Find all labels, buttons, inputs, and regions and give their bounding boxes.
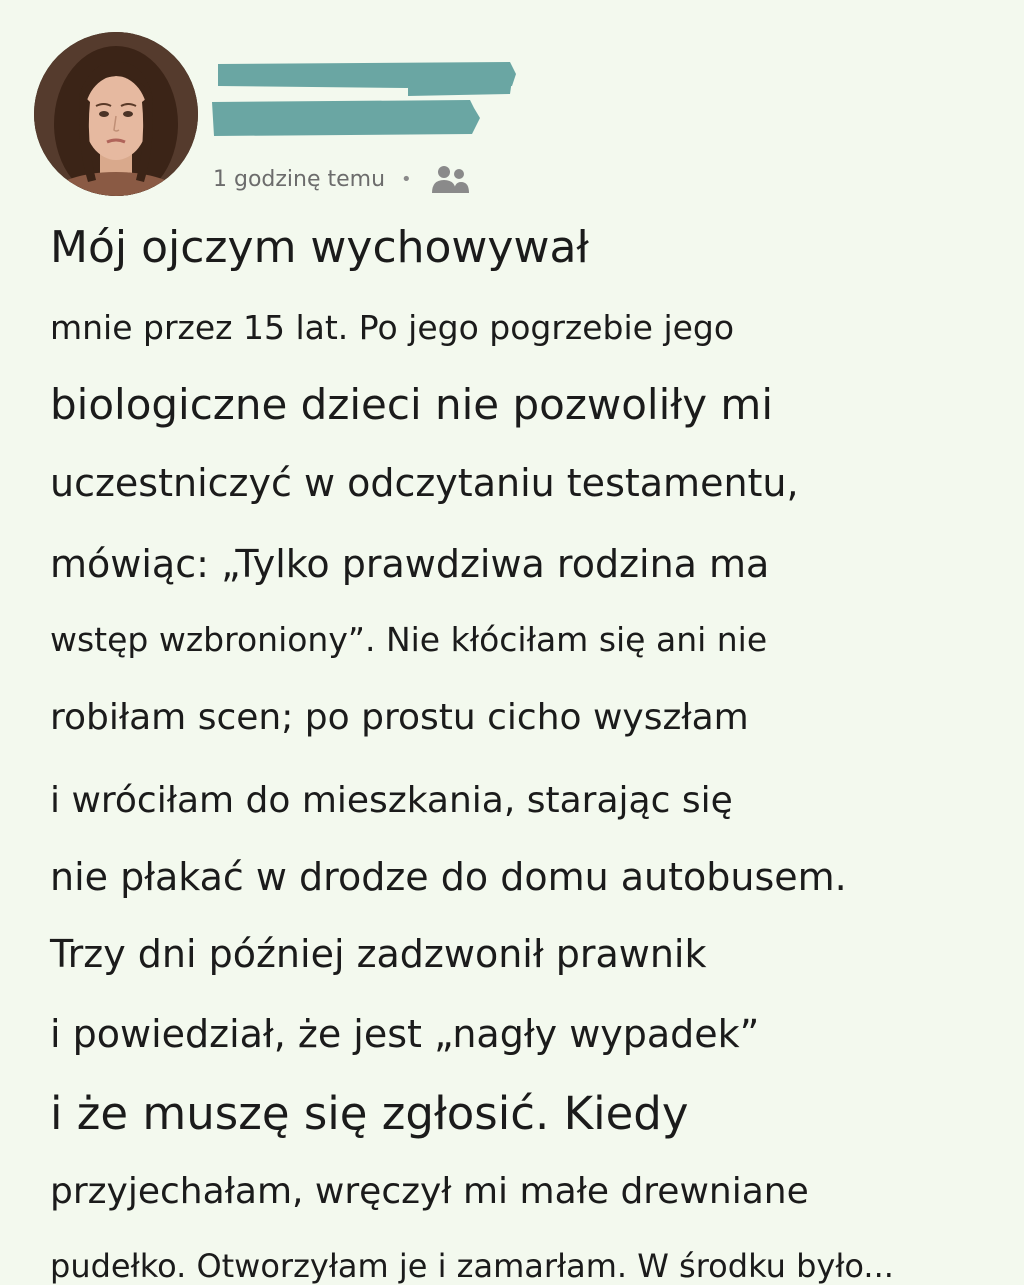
friends-icon[interactable] (428, 163, 472, 195)
post-text-line: pudełko. Otworzyłam je i zamarłam. W środku było... (50, 1247, 894, 1285)
post-meta (213, 164, 472, 194)
avatar[interactable] (34, 32, 198, 196)
post-text-line: mówiąc: „Tylko prawdziwa rodzina ma (50, 542, 770, 586)
post-time[interactable]: 1 godzinę temu (213, 166, 386, 192)
meta-separator: • (401, 168, 412, 190)
author-name-redaction (210, 58, 520, 138)
post-text-line: wstęp wzbroniony”. Nie kłóciłam się ani nie (50, 620, 768, 659)
post-text-line: uczestniczyć w odczytaniu testamentu, (50, 461, 799, 505)
profile-photo-icon (34, 32, 198, 196)
post-text-line: Trzy dni później zadzwonił prawnik (50, 932, 707, 976)
post-text-line: i wróciłam do mieszkania, starając się (50, 780, 733, 821)
post-text-line: nie płakać w drodze do domu autobusem. (50, 855, 847, 899)
post-text-line: i że muszę się zgłosić. Kiedy (50, 1087, 689, 1140)
post-text-line: przyjechałam, wręczył mi małe drewniane (50, 1171, 809, 1212)
post-text-line: robiłam scen; po prostu cicho wyszłam (50, 697, 749, 738)
post-text-line: biologiczne dzieci nie pozwoliły mi (50, 380, 773, 429)
post-text-line: i powiedział, że jest „nagły wypadek” (50, 1012, 760, 1056)
post-text-line: mnie przez 15 lat. Po jego pogrzebie jego (50, 308, 735, 347)
post-text-line: Mój ojczym wychowywał (50, 222, 589, 273)
